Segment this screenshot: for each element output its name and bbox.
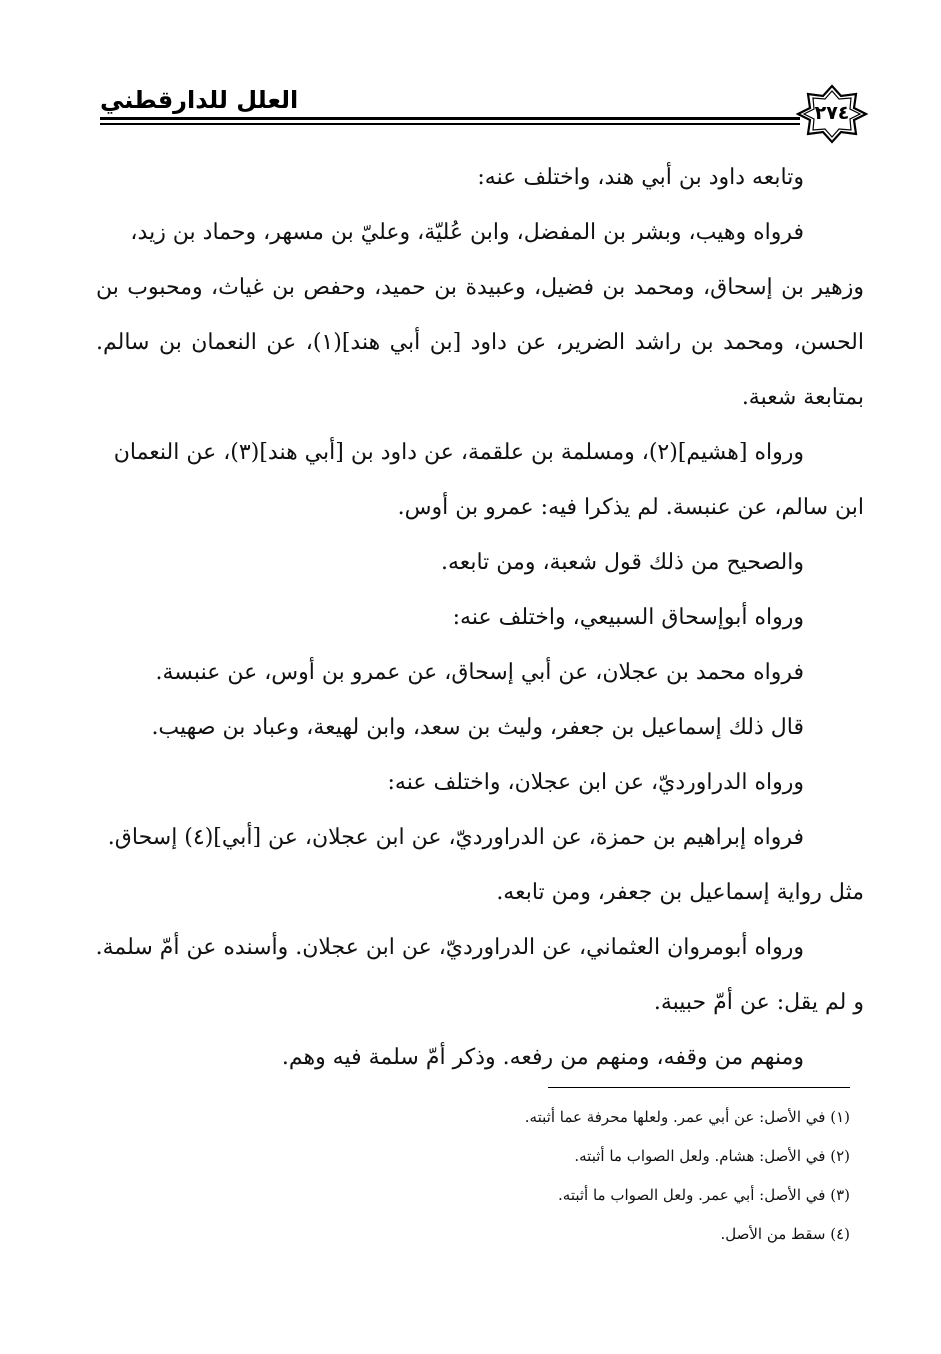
book-title: العلل للدارقطني	[100, 86, 299, 114]
text-line: بمتابعة شعبة.	[741, 385, 864, 410]
text-line: والصحيح من ذلك قول شعبة، ومن تابعه.	[440, 550, 804, 575]
header-rule-thick	[100, 117, 800, 120]
header-rule-thin	[100, 123, 800, 125]
footnote: (٢) في الأصل: هشام. ولعل الصواب ما أثبته.	[574, 1147, 850, 1165]
page-header	[82, 84, 872, 144]
text-line: قال ذلك إسماعيل بن جعفر، وليث بن سعد، وابن لهيعة، وعباد بن صهيب.	[151, 715, 804, 740]
text-line: ورواه الدراورديّ، عن ابن عجلان، واختلف عنه:	[387, 770, 804, 795]
footnotes	[300, 1098, 850, 1254]
header-rule	[100, 117, 800, 127]
text-line: فرواه إبراهيم بن حمزة، عن الدراورديّ، عن ابن عجلان، عن [أبي](٤) إسحاق.	[107, 825, 804, 850]
text-line: مثل رواية إسماعيل بن جعفر، ومن تابعه.	[496, 880, 864, 905]
page-number-badge	[796, 84, 868, 144]
footnote-separator	[548, 1087, 850, 1088]
text-line: ورواه أبومروان العثماني، عن الدراورديّ، عن ابن عجلان. وأسنده عن أمّ سلمة.	[95, 935, 804, 960]
text-line: وتابعه داود بن أبي هند، واختلف عنه:	[477, 165, 804, 190]
footnote: (٣) في الأصل: أبي عمر. ولعل الصواب ما أثبته.	[558, 1186, 850, 1204]
footnote: (١) في الأصل: عن أبي عمر. ولعلها محرفة عما أثبته.	[524, 1108, 850, 1126]
text-line: فرواه محمد بن عجلان، عن أبي إسحاق، عن عمرو بن أوس، عن عنبسة.	[155, 660, 804, 685]
text-line: ابن سالم، عن عنبسة. لم يذكرا فيه: عمرو بن أوس.	[397, 495, 864, 520]
text-line: ورواه أبوإسحاق السبيعي، واختلف عنه:	[452, 605, 804, 630]
main-text	[96, 150, 864, 1085]
text-line: الحسن، ومحمد بن راشد الضرير، عن داود [بن أبي هند](١)، عن النعمان بن سالم.	[96, 330, 864, 355]
text-line: ورواه [هشيم](٢)، ومسلمة بن علقمة، عن داود بن [أبي هند](٣)، عن النعمان	[113, 440, 804, 465]
text-line: وزهير بن إسحاق، ومحمد بن فضيل، وعبيدة بن حميد، وحفص بن غياث، ومحبوب بن	[96, 275, 864, 300]
text-line: و لم يقل: عن أمّ حبيبة.	[653, 990, 864, 1015]
page-number: ٢٧٤	[814, 102, 850, 124]
text-line: فرواه وهيب، وبشر بن المفضل، وابن عُليّة، وعليّ بن مسهر، وحماد بن زيد،	[130, 220, 804, 245]
text-line: ومنهم من وقفه، ومنهم من رفعه. وذكر أمّ سلمة فيه وهم.	[281, 1045, 804, 1070]
footnote: (٤) سقط من الأصل.	[720, 1225, 850, 1243]
